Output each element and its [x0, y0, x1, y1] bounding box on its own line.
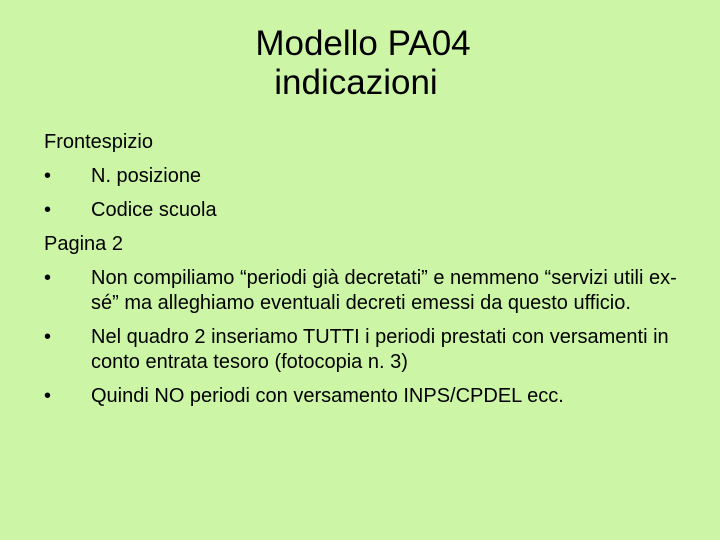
title-line-2: indicazioni [274, 63, 438, 102]
slide-title [0, 24, 720, 102]
bullet-text: Quindi NO periodi con versamento INPS/CPDEL ecc. [91, 385, 564, 407]
bullet-item [44, 266, 684, 316]
slide-body [44, 130, 684, 418]
bullet-text: N. posizione [91, 165, 202, 187]
bullet-icon: • [44, 165, 52, 187]
bullet-item [44, 384, 684, 409]
section-heading-pagina-2: Pagina 2 [44, 233, 123, 255]
bullet-text: Non compiliamo “periodi già decretati” e nemmeno “servizi utili ex-sé” ma alleghiamo eventuali decreti emessi da questo ufficio. [91, 267, 677, 314]
bullet-item [44, 198, 684, 223]
bullet-icon: • [44, 267, 52, 289]
title-line-1: Modello PA04 [255, 24, 471, 63]
bullet-icon: • [44, 199, 52, 221]
bullet-text: Nel quadro 2 inseriamo TUTTI i periodi prestati con versamenti in conto entrata tesoro (fotocopia n. 3) [91, 326, 669, 373]
bullet-icon: • [44, 385, 52, 407]
bullet-item [44, 325, 684, 375]
section-heading-frontespizio: Frontespizio [44, 131, 153, 153]
bullet-icon: • [44, 326, 52, 348]
bullet-text: Codice scuola [91, 199, 217, 221]
bullet-item [44, 164, 684, 189]
